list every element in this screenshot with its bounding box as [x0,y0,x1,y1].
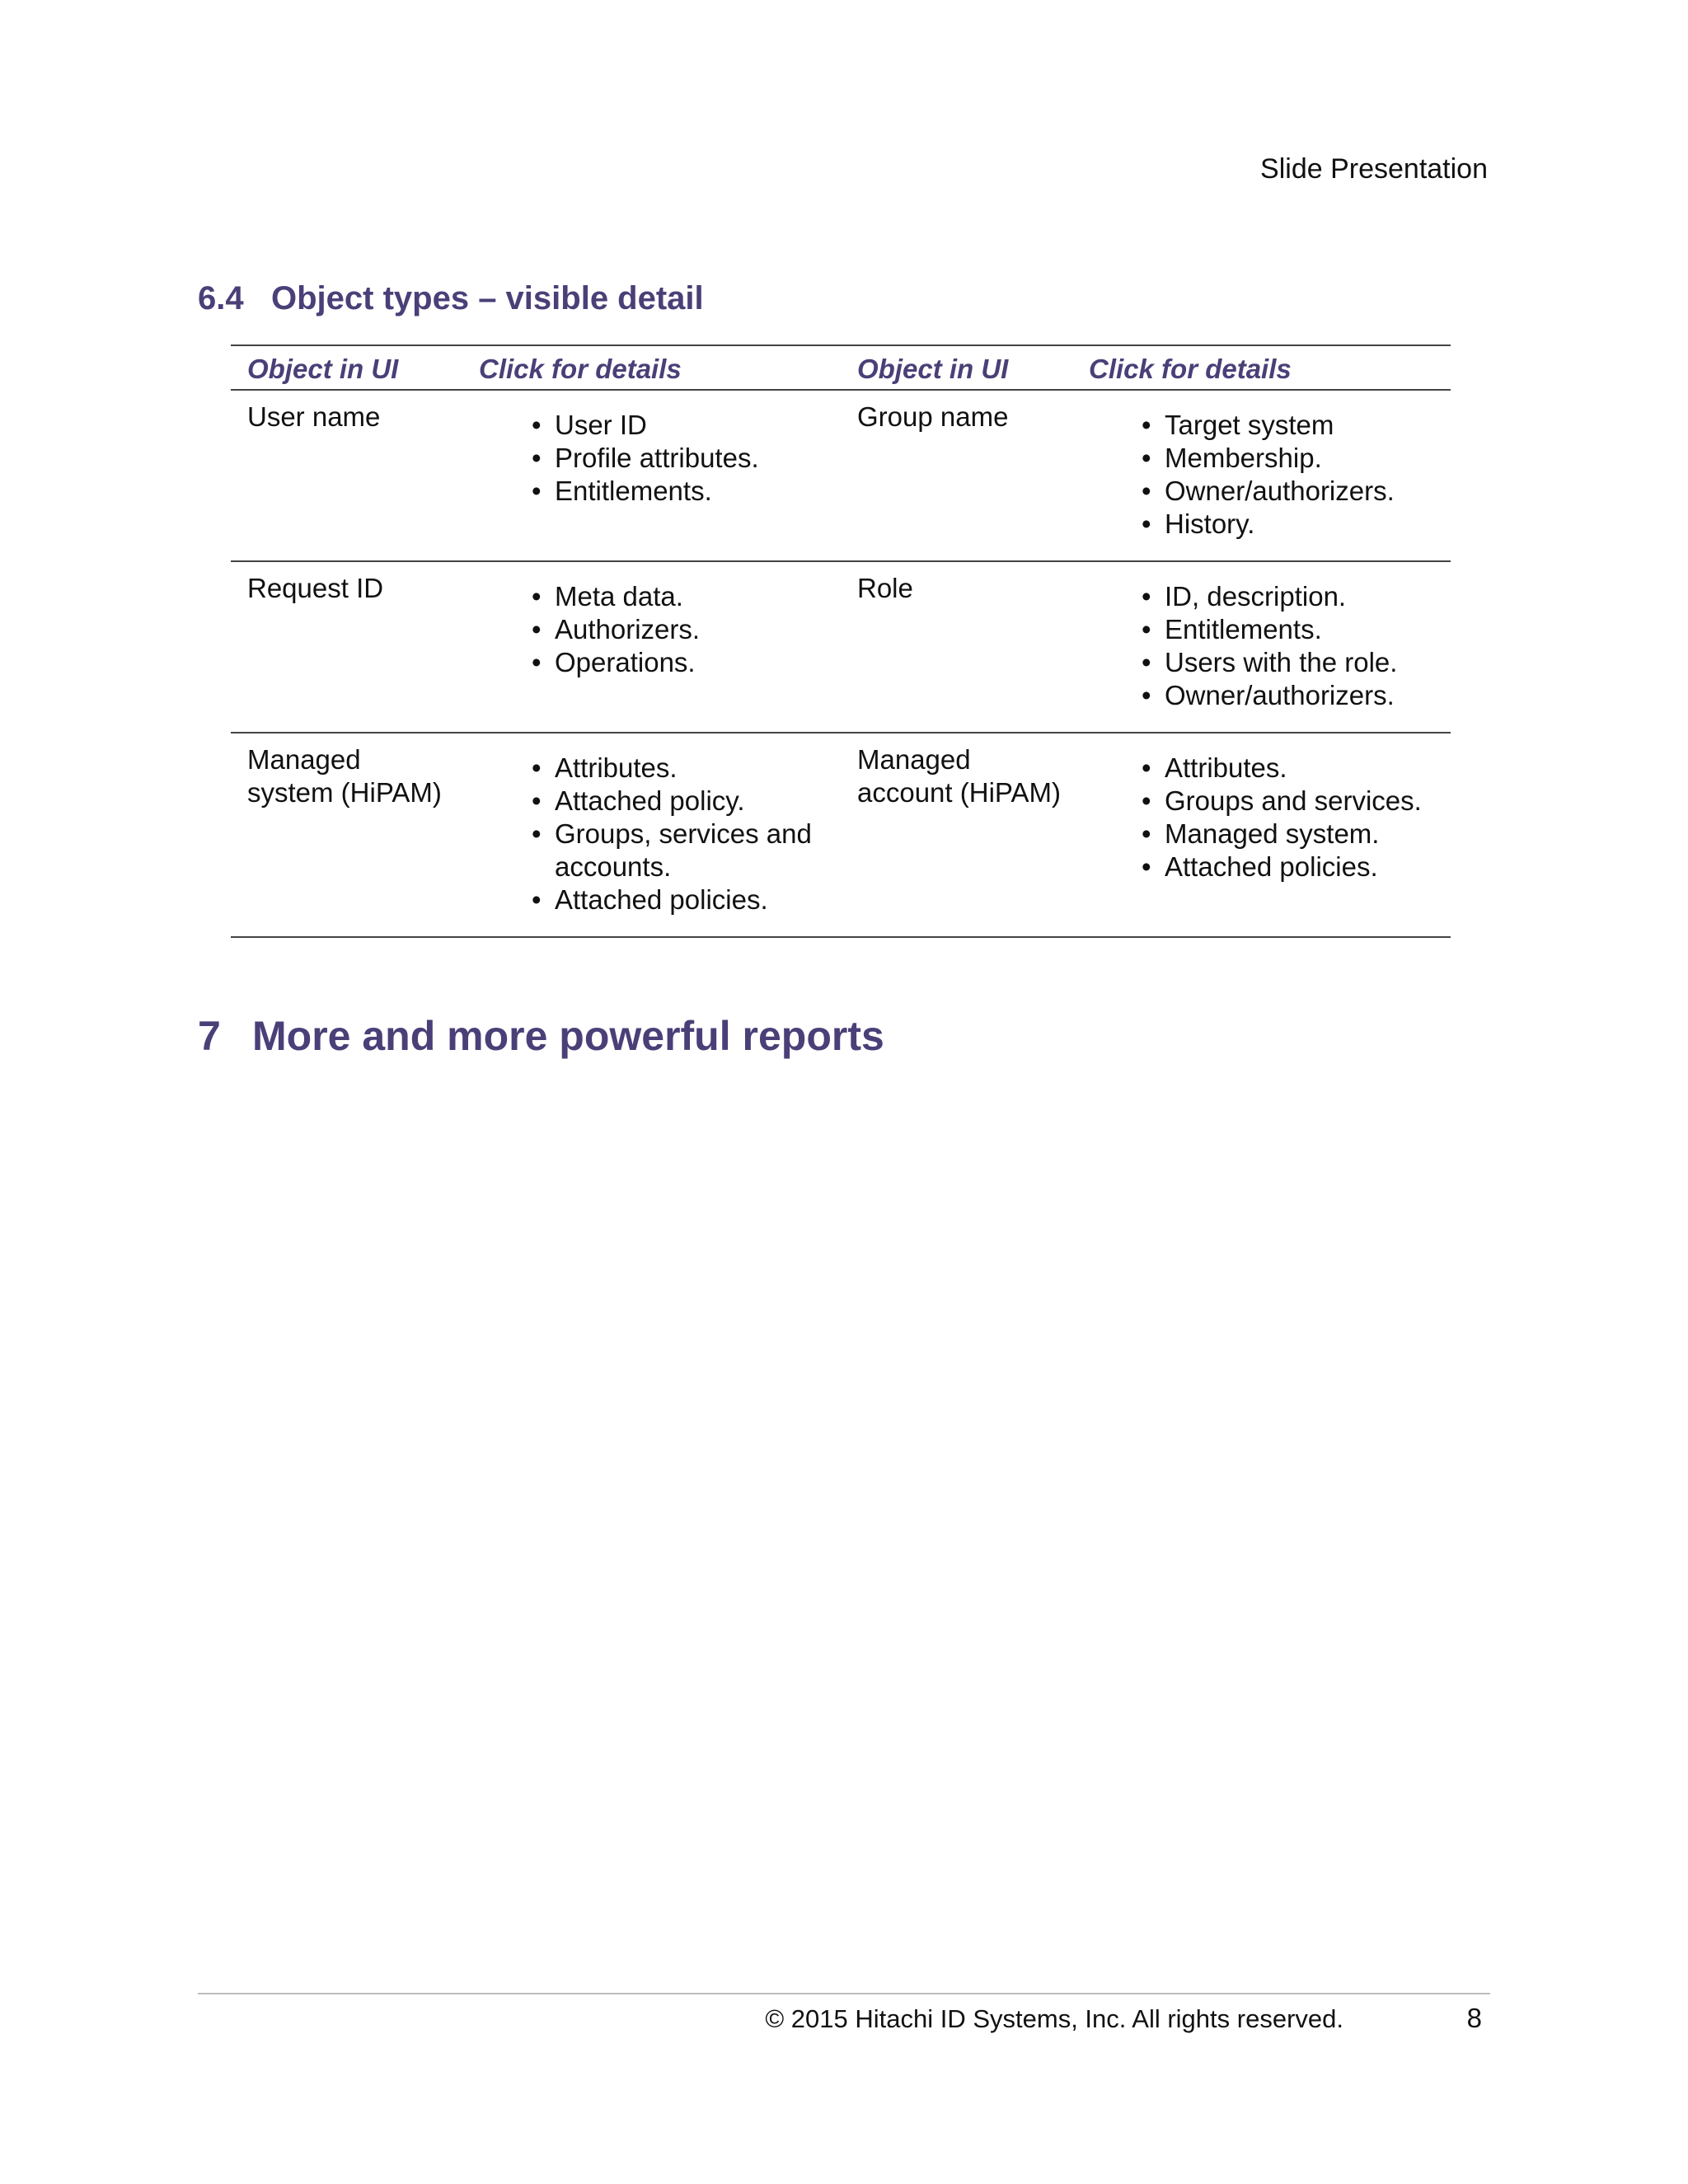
detail-item: • Profile attributes. [532,442,841,475]
column-header: Click for details [479,354,682,384]
detail-item: • Attached policies. [1142,851,1451,883]
running-header: Slide Presentation [1260,153,1488,185]
details-cell [1072,561,1451,733]
detail-item: • Attributes. [1142,752,1451,785]
detail-item: • Membership. [1142,442,1451,475]
object-cell: User name [247,401,381,432]
column-header: Object in UI [857,354,1009,384]
section-heading [198,280,704,317]
detail-item: • Owner/authorizers. [1142,679,1451,712]
detail-item: • Groups, services and accounts. [532,818,841,883]
object-cell: Request ID [247,573,384,603]
section-number: 6.4 [198,280,244,316]
table-row [231,733,1451,937]
object-cell: Group name [857,401,1009,432]
object-cell: Managed system (HiPAM) [247,744,442,808]
detail-item: • Operations. [532,646,841,679]
object-details-table [231,344,1451,938]
detail-item: • User ID [532,409,841,442]
detail-item: • Attached policies. [532,883,841,916]
details-list [479,752,841,916]
detail-item: • Managed system. [1142,818,1451,851]
detail-item: • Attributes. [532,752,841,785]
details-cell [462,561,841,733]
details-list [479,409,841,508]
detail-item: • Users with the role. [1142,646,1451,679]
detail-item: • Groups and services. [1142,785,1451,818]
chapter-heading [198,1012,884,1060]
table-header-row [231,345,1451,390]
chapter-title: More and more powerful reports [252,1013,884,1059]
column-header: Click for details [1089,354,1292,384]
details-cell [1072,733,1451,937]
page-number: 8 [1466,2003,1482,2033]
table-row [231,390,1451,561]
details-list [1089,752,1451,883]
details-cell [1072,390,1451,561]
footer-copyright: © 2015 Hitachi ID Systems, Inc. All rights reserved. [765,2004,1343,2033]
detail-item: • Meta data. [532,580,841,613]
details-cell [462,733,841,937]
chapter-number: 7 [198,1013,221,1059]
details-list [1089,409,1451,541]
footer-divider [198,1993,1490,1994]
object-cell: Role [857,573,913,603]
detail-item: • Entitlements. [532,475,841,508]
details-list [479,580,841,679]
detail-item: • Authorizers. [532,613,841,646]
detail-item: • Entitlements. [1142,613,1451,646]
table-row [231,561,1451,733]
detail-item: • Attached policy. [532,785,841,818]
column-header: Object in UI [247,354,399,384]
object-cell: Managed account (HiPAM) [857,744,1061,808]
section-title: Object types – visible detail [271,280,704,316]
details-list [1089,580,1451,712]
details-cell [462,390,841,561]
detail-item: • ID, description. [1142,580,1451,613]
detail-item: • History. [1142,508,1451,541]
detail-item: • Target system [1142,409,1451,442]
detail-item: • Owner/authorizers. [1142,475,1451,508]
